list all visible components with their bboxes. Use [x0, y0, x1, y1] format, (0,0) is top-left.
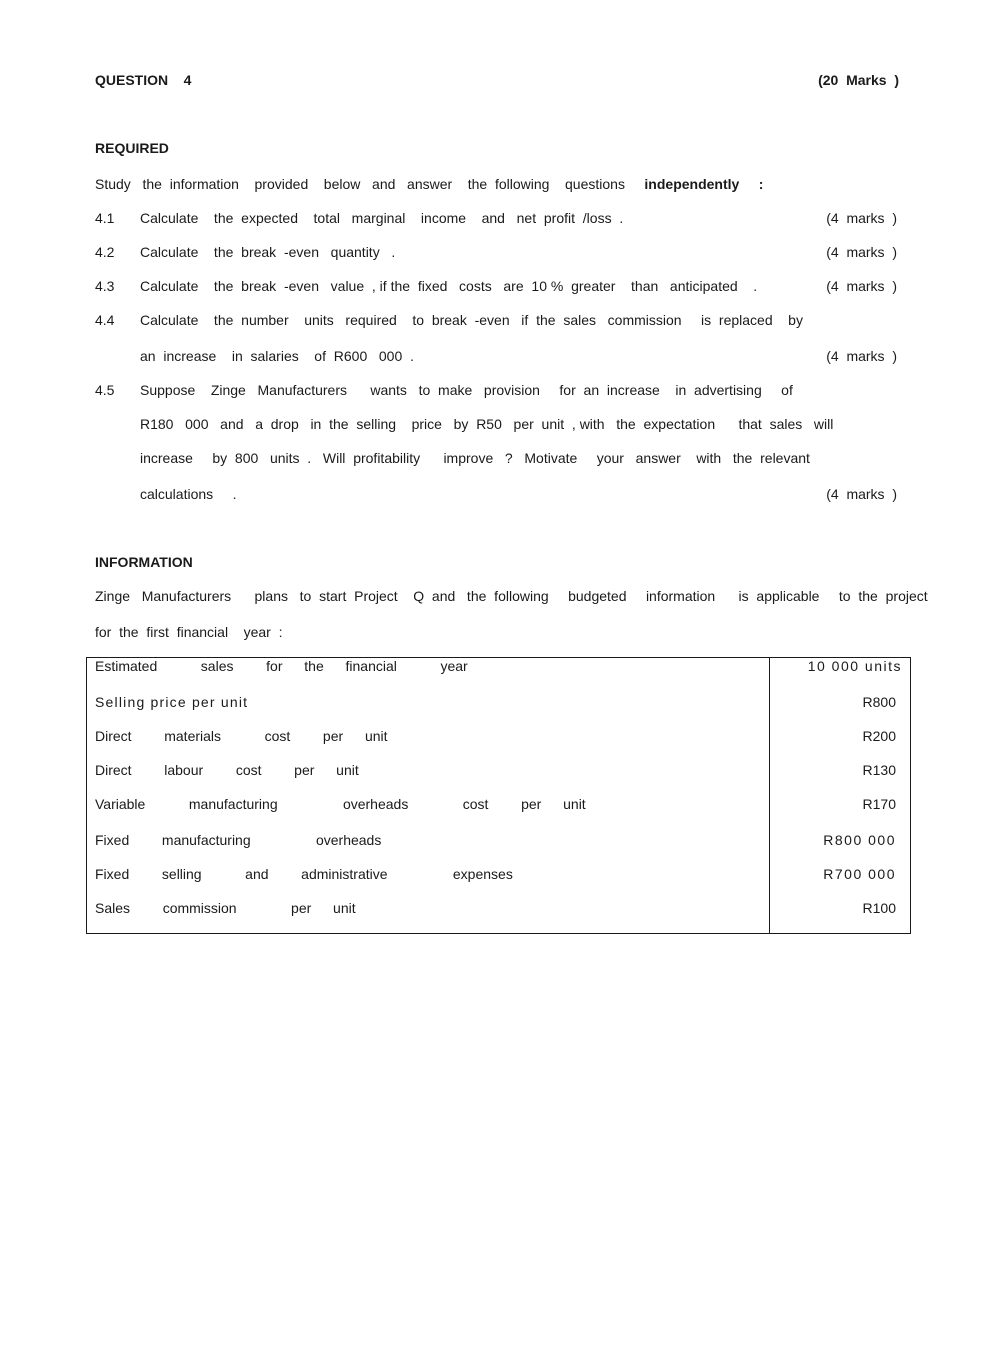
- question-number: 4.3: [95, 278, 115, 294]
- required-intro: [95, 175, 763, 193]
- table-row-label: Direct labour cost per unit: [95, 762, 359, 778]
- table-row-label: Variable manufacturing overheads cost per unit: [95, 796, 586, 812]
- required-heading: REQUIRED: [95, 140, 169, 156]
- question-number: 4.5: [95, 382, 115, 398]
- question-text: an increase in salaries of R600 000 .: [140, 348, 414, 364]
- table-row-label: Sales commission per unit: [95, 900, 356, 916]
- question-number: 4.1: [95, 210, 115, 226]
- question-number: 4.2: [95, 244, 115, 260]
- information-intro-line: for the first financial year :: [95, 624, 283, 640]
- table-row-label: Fixed selling and administrative expenses: [95, 866, 513, 882]
- table-row-value: R100: [862, 900, 896, 916]
- question-text: calculations .: [140, 486, 237, 502]
- question-number: 4.4: [95, 312, 115, 328]
- information-heading: INFORMATION: [95, 554, 193, 570]
- question-marks: (4 marks ): [826, 348, 897, 364]
- question-text: Suppose Zinge Manufacturers wants to make provision for an increase in advertising of: [140, 382, 793, 398]
- table-row-value: R800 000: [823, 832, 896, 848]
- table-row-value: R700 000: [823, 866, 896, 882]
- question-marks: (4 marks ): [826, 486, 897, 502]
- question-text: R180 000 and a drop in the selling price by R50 per unit , with the expectation that sales will: [140, 416, 834, 432]
- question-title: QUESTION 4: [95, 72, 192, 88]
- question-marks: (4 marks ): [826, 210, 897, 226]
- required-intro-emphasis: independently :: [644, 176, 764, 192]
- table-row-label: Fixed manufacturing overheads: [95, 832, 382, 848]
- question-text: Calculate the number units required to break -even if the sales commission is replaced by: [140, 312, 803, 328]
- question-marks: (4 marks ): [826, 278, 897, 294]
- total-marks: (20 Marks ): [818, 72, 899, 88]
- table-row-label: Estimated sales for the financial year: [95, 658, 468, 674]
- table-row-value: R170: [862, 796, 896, 812]
- table-row-value: R800: [862, 694, 896, 710]
- required-intro-text: Study the information provided below and answer the following questions: [95, 176, 625, 192]
- question-text: Calculate the expected total marginal income and net profit /loss .: [140, 210, 624, 226]
- question-text: Calculate the break -even quantity .: [140, 244, 396, 260]
- information-intro-line: Zinge Manufacturers plans to start Project Q and the following budgeted information is applicable to the project: [95, 588, 928, 604]
- table-row-label: Selling price per unit: [95, 694, 249, 710]
- table-column-divider: [769, 657, 770, 934]
- question-text: increase by 800 units . Will profitability improve ? Motivate your answer with the relevant: [140, 450, 810, 466]
- question-marks: (4 marks ): [826, 244, 897, 260]
- table-row-value: R200: [862, 728, 896, 744]
- table-row-label: Direct materials cost per unit: [95, 728, 388, 744]
- question-text: Calculate the break -even value , if the fixed costs are 10 % greater than anticipated .: [140, 278, 758, 294]
- table-row-value: R130: [862, 762, 896, 778]
- table-row-value: 10 000 units: [807, 658, 902, 674]
